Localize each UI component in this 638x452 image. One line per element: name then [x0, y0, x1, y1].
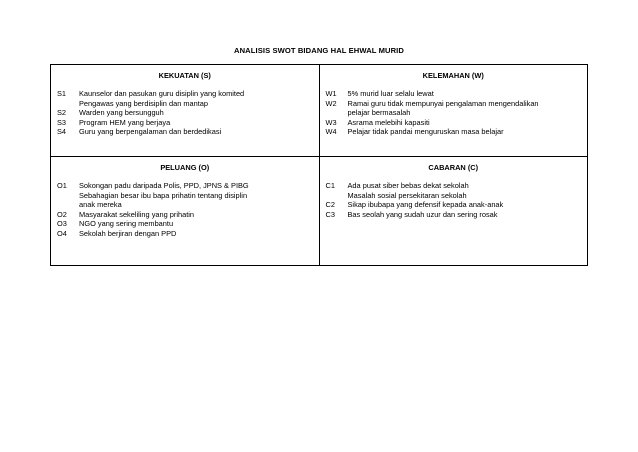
item-line: Bas seolah yang sudah uzur dan sering rosak — [347, 209, 498, 219]
item-code: C3 — [325, 209, 335, 219]
item-code: O4 — [57, 228, 67, 238]
item-code: W2 — [325, 98, 337, 108]
item-text — [348, 99, 584, 118]
item-line: NGO yang sering membantu — [79, 219, 174, 229]
list-item — [326, 127, 584, 137]
threats-heading: CABARAN (C) — [428, 163, 479, 172]
threats-list — [320, 181, 588, 219]
list-item — [326, 200, 584, 210]
item-text — [348, 89, 584, 99]
item-line: Program HEM yang berjaya — [79, 117, 171, 127]
item-text — [79, 229, 315, 239]
opportunities-heading: PELUANG (O) — [160, 163, 210, 172]
opportunities-cell — [51, 157, 320, 266]
item-line: Pengawas yang berdisiplin dan mantap — [79, 98, 209, 108]
item-code: O2 — [57, 209, 67, 219]
item-code: W3 — [325, 117, 337, 127]
item-line: Sikap ibubapa yang defensif kepada anak-anak — [347, 200, 504, 210]
item-line: Kaunselor dan pasukan guru disiplin yang komited — [79, 89, 245, 98]
item-line: Guru yang berpengalaman dan berdedikasi — [79, 127, 222, 137]
item-line: Ramai guru tidak mempunyai pengalaman mengendalikan — [347, 98, 539, 108]
list-item — [57, 127, 315, 137]
strengths-list — [51, 89, 319, 137]
document-title: ANALISIS SWOT BIDANG HAL EHWAL MURID — [234, 46, 404, 55]
list-item — [326, 99, 584, 118]
item-text — [348, 200, 584, 210]
item-code: W4 — [325, 127, 337, 137]
item-text — [79, 181, 315, 210]
list-item — [326, 118, 584, 128]
item-code: C1 — [325, 181, 335, 190]
item-line: Sekolah berjiran dengan PPD — [79, 228, 177, 238]
item-text — [348, 118, 584, 128]
item-text — [79, 127, 315, 137]
list-item — [57, 219, 315, 229]
item-text — [348, 181, 584, 200]
item-line: Masalah sosial persekitaran sekolah — [347, 190, 467, 200]
list-item — [326, 89, 584, 99]
item-code: C2 — [325, 200, 335, 210]
item-line: Sokongan padu daripada Polis, PPD, JPNS & PIBG — [79, 181, 249, 190]
list-item — [326, 210, 584, 220]
opportunities-list — [51, 181, 319, 239]
item-text — [79, 89, 315, 108]
item-text — [79, 210, 315, 220]
list-item — [57, 118, 315, 128]
item-text — [348, 127, 584, 137]
item-text — [79, 108, 315, 118]
item-code: O3 — [57, 219, 67, 229]
strengths-cell — [51, 65, 320, 157]
item-code: O1 — [57, 181, 67, 190]
item-line: Warden yang bersungguh — [79, 108, 164, 118]
item-line: Masyarakat sekeliling yang prihatin — [79, 209, 195, 219]
weaknesses-cell — [319, 65, 588, 157]
item-text — [79, 219, 315, 229]
item-line: 5% murid luar selalu lewat — [347, 89, 434, 98]
list-item — [57, 229, 315, 239]
item-text — [79, 118, 315, 128]
strengths-heading: KEKUATAN (S) — [158, 71, 211, 80]
item-line: Sebahagian besar ibu bapa prihatin tentang disiplin — [79, 190, 248, 200]
threats-cell — [319, 157, 588, 266]
item-line: Asrama melebihi kapasiti — [347, 117, 430, 127]
item-code: S1 — [57, 89, 67, 98]
item-text — [348, 210, 584, 220]
list-item — [326, 181, 584, 200]
item-line: pelajar bermasalah — [347, 108, 411, 118]
item-code: S2 — [57, 108, 67, 118]
list-item — [57, 108, 315, 118]
weaknesses-list — [320, 89, 588, 137]
swot-table — [50, 64, 588, 266]
item-line: Ada pusat siber bebas dekat sekolah — [347, 181, 469, 190]
item-code: W1 — [325, 89, 337, 98]
list-item — [57, 210, 315, 220]
list-item — [57, 181, 315, 210]
item-code: S3 — [57, 117, 67, 127]
weaknesses-heading: KELEMAHAN (W) — [422, 71, 484, 80]
item-code: S4 — [57, 127, 67, 137]
item-line: anak mereka — [79, 200, 122, 210]
list-item — [57, 89, 315, 108]
item-line: Pelajar tidak pandai menguruskan masa belajar — [347, 127, 504, 137]
